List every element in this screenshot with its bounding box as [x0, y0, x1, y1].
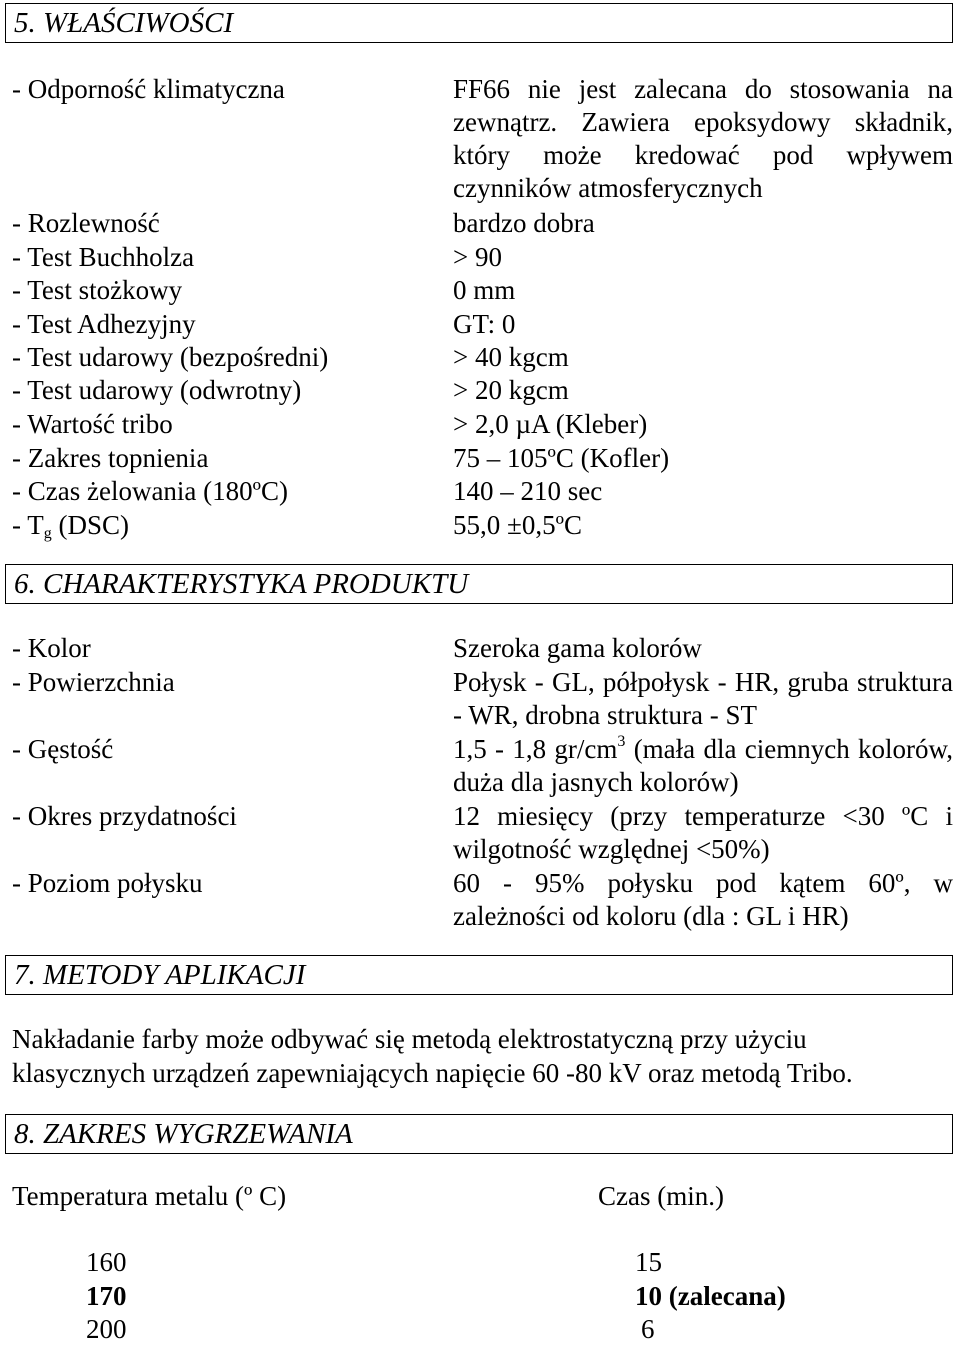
tg-symbol: - T: [12, 510, 44, 540]
property-label: [12, 509, 129, 542]
product-value: Połysk - GL, półpołysk - HR, gruba struktura - WR, drobna struktura - ST: [453, 667, 953, 730]
product-value: 12 miesięcy (przy temperaturze <30 ºC i wilgotność względnej <50%): [453, 801, 953, 864]
property-row: [12, 73, 954, 205]
tg-subscript: g: [43, 525, 52, 542]
property-row: [12, 241, 954, 274]
section-6-title: [5, 564, 953, 604]
property-row: [12, 374, 954, 407]
property-row: [12, 308, 954, 341]
temperature-cell: 160: [86, 1247, 127, 1277]
property-value: > 90: [453, 242, 502, 272]
property-value: 140 – 210 sec: [453, 476, 603, 506]
section-title-text: 6. CHARAKTERYSTYKA PRODUKTU: [14, 567, 469, 600]
property-row: [12, 274, 954, 307]
product-label: - Okres przydatności: [12, 801, 237, 831]
property-label: - Zakres topnienia: [12, 443, 209, 473]
property-label: - Test udarowy (bezpośredni): [12, 342, 329, 372]
property-label: - Test stożkowy: [12, 275, 183, 305]
product-value: 60 - 95% połysku pod kątem 60º, w zależności od koloru (dla : GL i HR): [453, 868, 953, 931]
property-label: - Odporność klimatyczna: [12, 74, 285, 104]
product-row: [12, 666, 954, 732]
property-value: 55,0 ±0,5ºC: [453, 510, 582, 540]
product-row: [12, 800, 954, 866]
property-value: > 20 kgcm: [453, 375, 569, 405]
property-label: - Test Buchholza: [12, 242, 195, 272]
density-exponent: 3: [617, 733, 626, 750]
product-value: [453, 733, 953, 799]
property-label: - Test udarowy (odwrotny): [12, 375, 302, 405]
section-7-title: [5, 955, 953, 995]
property-value: GT: 0: [453, 309, 516, 339]
property-row: [12, 341, 954, 374]
product-label: - Powierzchnia: [12, 667, 175, 697]
property-row: [12, 207, 954, 240]
product-value: Szeroka gama kolorów: [453, 633, 702, 663]
section-8-title: [5, 1114, 953, 1154]
section-5-title: [5, 3, 953, 43]
tg-method: (DSC): [51, 510, 130, 540]
product-label: - Kolor: [12, 633, 91, 663]
property-value: 0 mm: [453, 275, 516, 305]
property-row: [12, 509, 954, 542]
product-row: [12, 733, 954, 799]
section-title-text: 8. ZAKRES WYGRZEWANIA: [14, 1117, 353, 1150]
property-label: - Test Adhezyjny: [12, 309, 196, 339]
time-cell: 6: [641, 1314, 655, 1344]
application-text-line: klasycznych urządzeń zapewniających napięcie 60 -80 kV oraz metodą Tribo.: [12, 1058, 853, 1088]
time-cell: 15: [635, 1247, 662, 1277]
section-title-text: 7. METODY APLIKACJI: [14, 958, 306, 991]
temperature-header: Temperatura metalu (º C): [12, 1181, 287, 1211]
density-range: 1,5 - 1,8 gr/cm: [453, 734, 618, 764]
product-row: [12, 867, 954, 933]
temperature-cell: 200: [86, 1314, 127, 1344]
property-value: 75 – 105ºC (Kofler): [453, 443, 670, 473]
property-label: - Rozlewność: [12, 208, 160, 238]
property-label: - Czas żelowania (180ºC): [12, 476, 289, 506]
property-value: > 2,0 µA (Kleber): [453, 409, 648, 439]
application-text-line: Nakładanie farby może odbywać się metodą elektrostatyczną przy użyciu: [12, 1024, 807, 1054]
property-row: [12, 408, 954, 441]
property-row: [12, 442, 954, 475]
property-value: bardzo dobra: [453, 208, 595, 238]
section-title-text: 5. WŁAŚCIWOŚCI: [14, 6, 234, 39]
property-row: [12, 475, 954, 508]
property-value: > 40 kgcm: [453, 342, 569, 372]
time-cell-recommended: 10 (zalecana): [635, 1281, 786, 1311]
product-row: [12, 632, 954, 665]
product-label: - Poziom połysku: [12, 868, 203, 898]
time-header: Czas (min.): [598, 1181, 724, 1211]
density-note: (mała dla ciemnych kolorów, duża dla jasnych kolorów): [453, 734, 953, 797]
product-label: - Gęstość: [12, 734, 114, 764]
property-value: FF66 nie jest zalecana do stosowania na zewnątrz. Zawiera epoksydowy składnik, który może kredować pod wpływem czynników atmosferycznych: [453, 74, 953, 203]
temperature-cell-recommended: 170: [86, 1281, 127, 1311]
property-label: - Wartość tribo: [12, 409, 173, 439]
